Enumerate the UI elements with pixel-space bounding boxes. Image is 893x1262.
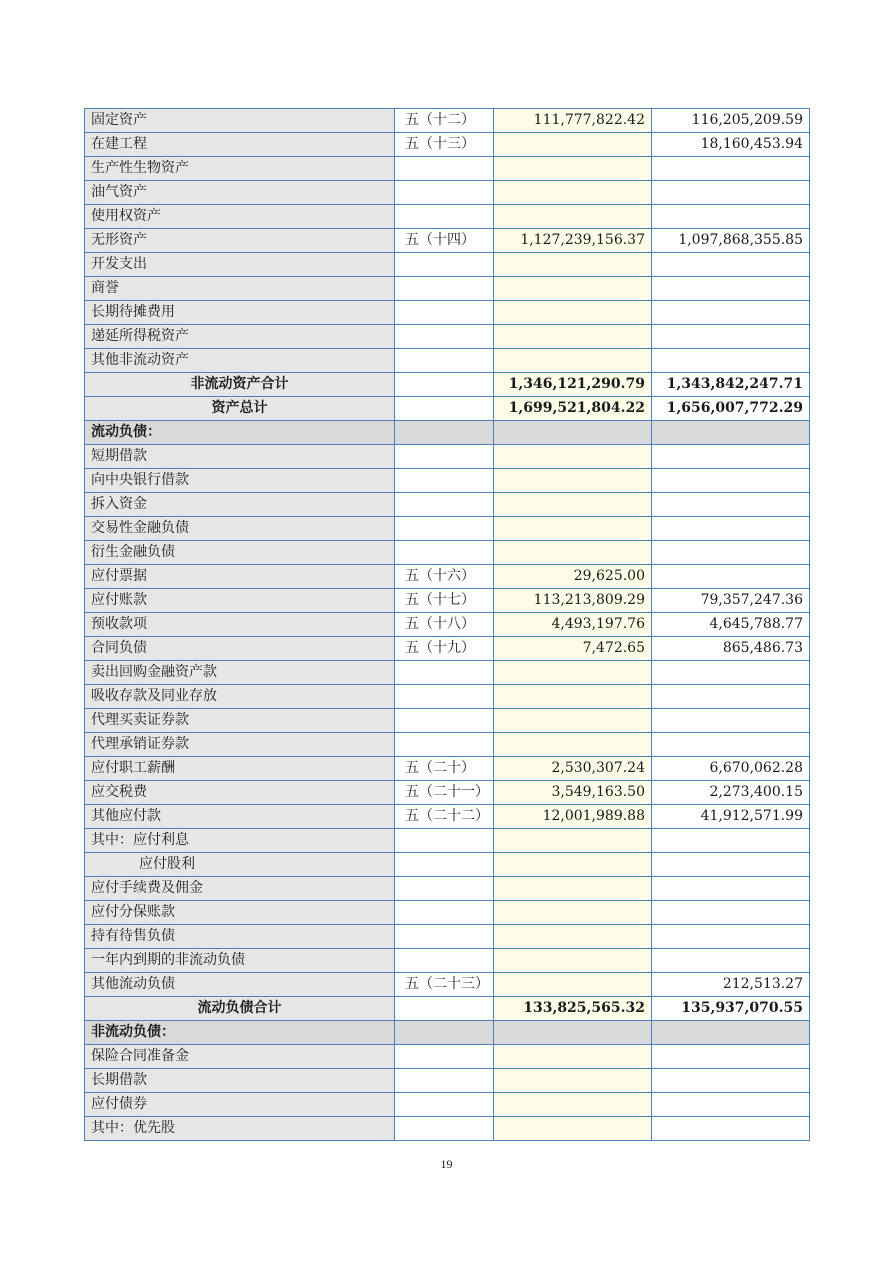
table-row bbox=[85, 733, 810, 757]
line-item-label: 卖出回购金融资产款 bbox=[85, 661, 395, 685]
note-reference bbox=[395, 1093, 494, 1117]
current-period-value: 3,549,163.50 bbox=[494, 781, 652, 805]
note-reference bbox=[395, 877, 494, 901]
current-period-value: 133,825,565.32 bbox=[494, 997, 652, 1021]
note-reference: 五（十九） bbox=[395, 637, 494, 661]
note-reference bbox=[395, 445, 494, 469]
note-reference bbox=[395, 733, 494, 757]
note-reference bbox=[395, 541, 494, 565]
note-reference: 五（二十） bbox=[395, 757, 494, 781]
note-reference bbox=[395, 301, 494, 325]
prior-period-value: 212,513.27 bbox=[652, 973, 810, 997]
line-item-label: 其他非流动资产 bbox=[85, 349, 395, 373]
current-period-value bbox=[494, 253, 652, 277]
table-row bbox=[85, 1045, 810, 1069]
prior-period-value: 79,357,247.36 bbox=[652, 589, 810, 613]
current-period-value: 113,213,809.29 bbox=[494, 589, 652, 613]
current-period-value bbox=[494, 325, 652, 349]
line-item-label: 其他应付款 bbox=[85, 805, 395, 829]
note-reference bbox=[395, 493, 494, 517]
table-row bbox=[85, 637, 810, 661]
current-period-value: 1,699,521,804.22 bbox=[494, 397, 652, 421]
line-item-label: 短期借款 bbox=[85, 445, 395, 469]
note-reference bbox=[395, 1069, 494, 1093]
line-item-label: 长期借款 bbox=[85, 1069, 395, 1093]
note-reference bbox=[395, 997, 494, 1021]
line-item-label: 油气资产 bbox=[85, 181, 395, 205]
table-row bbox=[85, 685, 810, 709]
table-row bbox=[85, 1021, 810, 1045]
prior-period-value bbox=[652, 901, 810, 925]
line-item-label: 流动负债： bbox=[85, 421, 395, 445]
prior-period-value: 1,656,007,772.29 bbox=[652, 397, 810, 421]
note-reference: 五（二十一） bbox=[395, 781, 494, 805]
line-item-label: 应付账款 bbox=[85, 589, 395, 613]
line-item-label: 保险合同准备金 bbox=[85, 1045, 395, 1069]
note-reference bbox=[395, 349, 494, 373]
table-row bbox=[85, 1117, 810, 1141]
table-row bbox=[85, 901, 810, 925]
current-period-value bbox=[494, 661, 652, 685]
current-period-value: 7,472.65 bbox=[494, 637, 652, 661]
note-reference bbox=[395, 1117, 494, 1141]
table-row bbox=[85, 949, 810, 973]
table-row bbox=[85, 1069, 810, 1093]
table-row bbox=[85, 805, 810, 829]
table-row bbox=[85, 517, 810, 541]
prior-period-value bbox=[652, 493, 810, 517]
table-row bbox=[85, 565, 810, 589]
prior-period-value bbox=[652, 181, 810, 205]
line-item-label: 流动负债合计 bbox=[85, 997, 395, 1021]
table-row bbox=[85, 829, 810, 853]
note-reference: 五（十八） bbox=[395, 613, 494, 637]
table-row bbox=[85, 133, 810, 157]
current-period-value bbox=[494, 1093, 652, 1117]
line-item-label: 应付手续费及佣金 bbox=[85, 877, 395, 901]
prior-period-value bbox=[652, 565, 810, 589]
line-item-label: 无形资产 bbox=[85, 229, 395, 253]
note-reference: 五（十二） bbox=[395, 109, 494, 133]
prior-period-value: 6,670,062.28 bbox=[652, 757, 810, 781]
prior-period-value bbox=[652, 517, 810, 541]
current-period-value bbox=[494, 277, 652, 301]
prior-period-value bbox=[652, 205, 810, 229]
balance-sheet-body bbox=[85, 109, 810, 1141]
line-item-label: 递延所得税资产 bbox=[85, 325, 395, 349]
table-row bbox=[85, 589, 810, 613]
prior-period-value: 41,912,571.99 bbox=[652, 805, 810, 829]
note-reference bbox=[395, 709, 494, 733]
line-item-label: 一年内到期的非流动负债 bbox=[85, 949, 395, 973]
prior-period-value: 135,937,070.55 bbox=[652, 997, 810, 1021]
current-period-value bbox=[494, 301, 652, 325]
line-item-label: 应付分保账款 bbox=[85, 901, 395, 925]
table-row bbox=[85, 157, 810, 181]
prior-period-value bbox=[652, 157, 810, 181]
table-row bbox=[85, 541, 810, 565]
line-item-label: 应付债券 bbox=[85, 1093, 395, 1117]
current-period-value bbox=[494, 853, 652, 877]
current-period-value bbox=[494, 445, 652, 469]
line-item-label: 代理承销证券款 bbox=[85, 733, 395, 757]
prior-period-value bbox=[652, 421, 810, 445]
table-row bbox=[85, 709, 810, 733]
page-number: 19 bbox=[440, 1157, 453, 1171]
note-reference bbox=[395, 277, 494, 301]
line-item-label: 商誉 bbox=[85, 277, 395, 301]
line-item-label: 开发支出 bbox=[85, 253, 395, 277]
line-item-label: 持有待售负债 bbox=[85, 925, 395, 949]
table-row bbox=[85, 469, 810, 493]
current-period-value bbox=[494, 517, 652, 541]
line-item-label: 在建工程 bbox=[85, 133, 395, 157]
note-reference bbox=[395, 1045, 494, 1069]
prior-period-value bbox=[652, 277, 810, 301]
table-row bbox=[85, 181, 810, 205]
prior-period-value: 4,645,788.77 bbox=[652, 613, 810, 637]
prior-period-value bbox=[652, 1069, 810, 1093]
prior-period-value: 18,160,453.94 bbox=[652, 133, 810, 157]
line-item-label: 应付职工薪酬 bbox=[85, 757, 395, 781]
table-row bbox=[85, 973, 810, 997]
line-item-label: 吸收存款及同业存放 bbox=[85, 685, 395, 709]
prior-period-value bbox=[652, 685, 810, 709]
table-row bbox=[85, 1093, 810, 1117]
prior-period-value bbox=[652, 541, 810, 565]
line-item-label: 预收款项 bbox=[85, 613, 395, 637]
line-item-label: 应付票据 bbox=[85, 565, 395, 589]
prior-period-value bbox=[652, 349, 810, 373]
current-period-value bbox=[494, 421, 652, 445]
current-period-value: 1,346,121,290.79 bbox=[494, 373, 652, 397]
prior-period-value bbox=[652, 445, 810, 469]
note-reference bbox=[395, 469, 494, 493]
prior-period-value bbox=[652, 1045, 810, 1069]
current-period-value bbox=[494, 829, 652, 853]
note-reference bbox=[395, 397, 494, 421]
current-period-value bbox=[494, 685, 652, 709]
note-reference: 五（十六） bbox=[395, 565, 494, 589]
note-reference bbox=[395, 205, 494, 229]
current-period-value: 1,127,239,156.37 bbox=[494, 229, 652, 253]
line-item-label: 非流动资产合计 bbox=[85, 373, 395, 397]
current-period-value bbox=[494, 133, 652, 157]
table-row bbox=[85, 613, 810, 637]
note-reference bbox=[395, 853, 494, 877]
table-row bbox=[85, 205, 810, 229]
current-period-value bbox=[494, 541, 652, 565]
line-item-label: 非流动负债： bbox=[85, 1021, 395, 1045]
table-row bbox=[85, 493, 810, 517]
table-row bbox=[85, 757, 810, 781]
prior-period-value bbox=[652, 661, 810, 685]
line-item-label: 资产总计 bbox=[85, 397, 395, 421]
prior-period-value bbox=[652, 733, 810, 757]
current-period-value bbox=[494, 925, 652, 949]
prior-period-value: 2,273,400.15 bbox=[652, 781, 810, 805]
current-period-value bbox=[494, 205, 652, 229]
prior-period-value bbox=[652, 853, 810, 877]
prior-period-value bbox=[652, 949, 810, 973]
current-period-value bbox=[494, 733, 652, 757]
table-row bbox=[85, 277, 810, 301]
table-row bbox=[85, 301, 810, 325]
current-period-value bbox=[494, 709, 652, 733]
note-reference bbox=[395, 1021, 494, 1045]
prior-period-value bbox=[652, 829, 810, 853]
prior-period-value bbox=[652, 301, 810, 325]
current-period-value bbox=[494, 181, 652, 205]
prior-period-value bbox=[652, 1093, 810, 1117]
current-period-value: 2,530,307.24 bbox=[494, 757, 652, 781]
current-period-value bbox=[494, 949, 652, 973]
current-period-value: 29,625.00 bbox=[494, 565, 652, 589]
current-period-value bbox=[494, 1021, 652, 1045]
note-reference bbox=[395, 949, 494, 973]
current-period-value bbox=[494, 877, 652, 901]
prior-period-value: 865,486.73 bbox=[652, 637, 810, 661]
line-item-label: 使用权资产 bbox=[85, 205, 395, 229]
current-period-value bbox=[494, 469, 652, 493]
note-reference: 五（十三） bbox=[395, 133, 494, 157]
table-row bbox=[85, 253, 810, 277]
note-reference bbox=[395, 325, 494, 349]
note-reference bbox=[395, 925, 494, 949]
table-row bbox=[85, 853, 810, 877]
line-item-label: 代理买卖证券款 bbox=[85, 709, 395, 733]
current-period-value bbox=[494, 1069, 652, 1093]
line-item-label: 固定资产 bbox=[85, 109, 395, 133]
current-period-value bbox=[494, 973, 652, 997]
current-period-value bbox=[494, 349, 652, 373]
current-period-value: 111,777,822.42 bbox=[494, 109, 652, 133]
line-item-label: 交易性金融负债 bbox=[85, 517, 395, 541]
line-item-label: 应交税费 bbox=[85, 781, 395, 805]
note-reference bbox=[395, 373, 494, 397]
table-row bbox=[85, 661, 810, 685]
table-row bbox=[85, 877, 810, 901]
line-item-label: 衍生金融负债 bbox=[85, 541, 395, 565]
line-item-label: 其他流动负债 bbox=[85, 973, 395, 997]
line-item-label: 其中：优先股 bbox=[85, 1117, 395, 1141]
line-item-label: 合同负债 bbox=[85, 637, 395, 661]
current-period-value bbox=[494, 1117, 652, 1141]
note-reference bbox=[395, 661, 494, 685]
line-item-label: 长期待摊费用 bbox=[85, 301, 395, 325]
prior-period-value: 1,343,842,247.71 bbox=[652, 373, 810, 397]
note-reference bbox=[395, 253, 494, 277]
current-period-value bbox=[494, 901, 652, 925]
table-row bbox=[85, 781, 810, 805]
prior-period-value bbox=[652, 253, 810, 277]
note-reference bbox=[395, 517, 494, 541]
note-reference bbox=[395, 901, 494, 925]
table-row bbox=[85, 925, 810, 949]
note-reference: 五（十七） bbox=[395, 589, 494, 613]
note-reference bbox=[395, 685, 494, 709]
note-reference: 五（二十二） bbox=[395, 805, 494, 829]
current-period-value bbox=[494, 157, 652, 181]
line-item-label: 应付股利 bbox=[85, 853, 395, 877]
current-period-value: 4,493,197.76 bbox=[494, 613, 652, 637]
table-row bbox=[85, 397, 810, 421]
table-row bbox=[85, 229, 810, 253]
note-reference bbox=[395, 829, 494, 853]
current-period-value: 12,001,989.88 bbox=[494, 805, 652, 829]
table-row bbox=[85, 373, 810, 397]
note-reference: 五（二十三） bbox=[395, 973, 494, 997]
note-reference: 五（十四） bbox=[395, 229, 494, 253]
prior-period-value bbox=[652, 877, 810, 901]
prior-period-value: 1,097,868,355.85 bbox=[652, 229, 810, 253]
prior-period-value bbox=[652, 325, 810, 349]
line-item-label: 其中：应付利息 bbox=[85, 829, 395, 853]
prior-period-value bbox=[652, 709, 810, 733]
table-row bbox=[85, 109, 810, 133]
current-period-value bbox=[494, 493, 652, 517]
prior-period-value bbox=[652, 1021, 810, 1045]
line-item-label: 生产性生物资产 bbox=[85, 157, 395, 181]
table-row bbox=[85, 349, 810, 373]
note-reference bbox=[395, 421, 494, 445]
table-row bbox=[85, 445, 810, 469]
line-item-label: 拆入资金 bbox=[85, 493, 395, 517]
prior-period-value: 116,205,209.59 bbox=[652, 109, 810, 133]
prior-period-value bbox=[652, 1117, 810, 1141]
note-reference bbox=[395, 181, 494, 205]
current-period-value bbox=[494, 1045, 652, 1069]
note-reference bbox=[395, 157, 494, 181]
table-row bbox=[85, 421, 810, 445]
table-row bbox=[85, 325, 810, 349]
balance-sheet-table bbox=[84, 108, 810, 1141]
prior-period-value bbox=[652, 925, 810, 949]
line-item-label: 向中央银行借款 bbox=[85, 469, 395, 493]
table-row bbox=[85, 997, 810, 1021]
prior-period-value bbox=[652, 469, 810, 493]
